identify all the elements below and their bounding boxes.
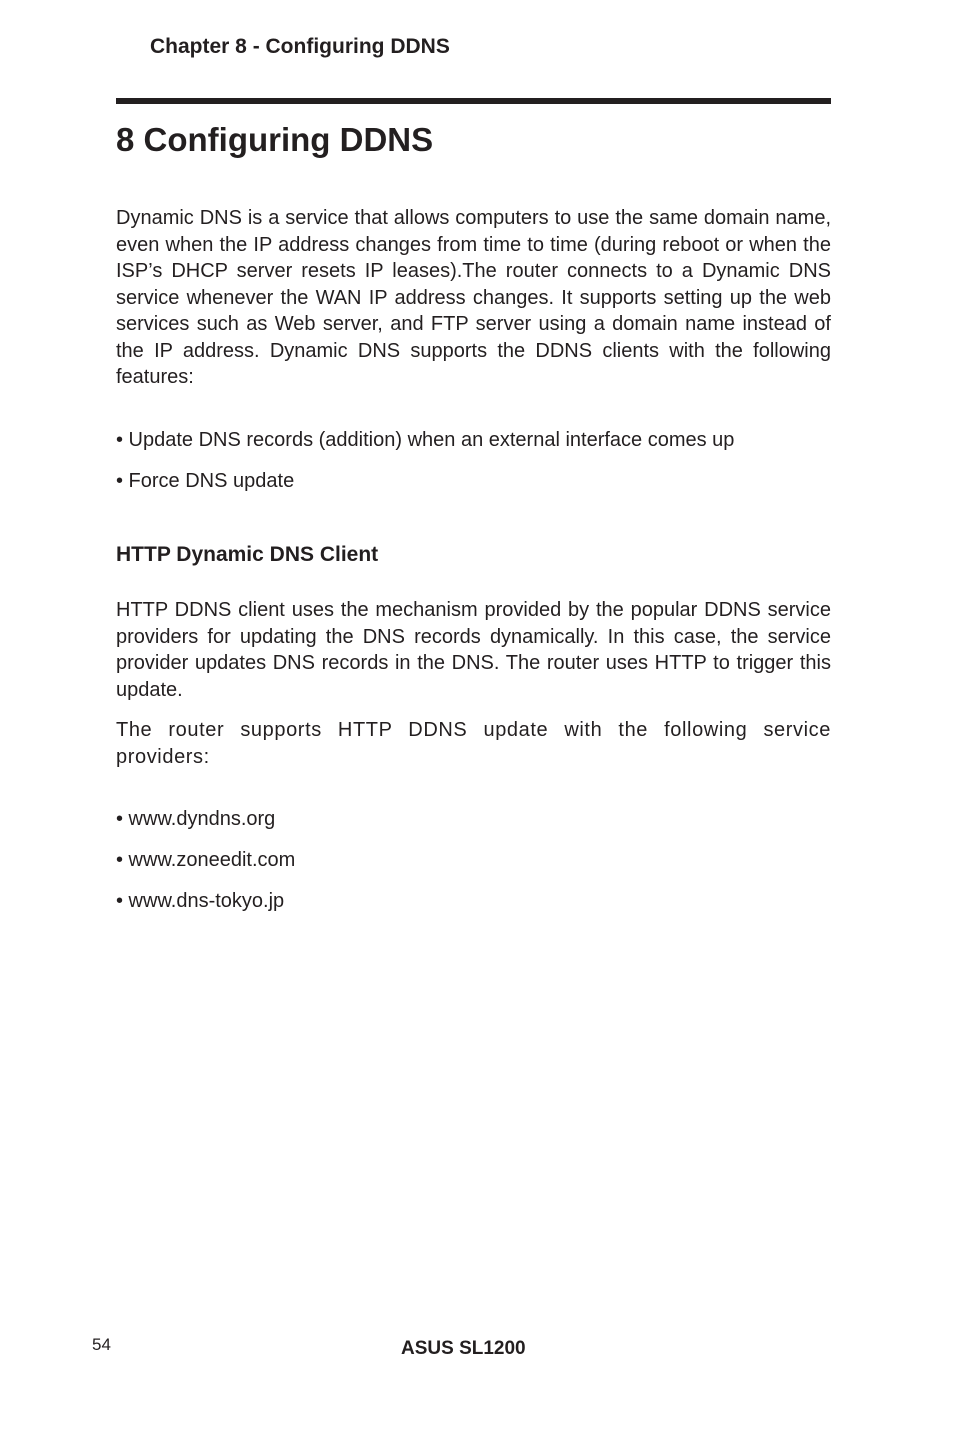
- running-header: Chapter 8 - Configuring DDNS: [150, 35, 450, 58]
- footer-product-name: ASUS SL1200: [401, 1338, 526, 1359]
- provider-list-item: • www.dyndns.org: [116, 808, 276, 830]
- header-rule: [116, 98, 831, 104]
- feature-list-item: • Update DNS records (addition) when an external interface comes up: [116, 429, 735, 451]
- provider-list-item: • www.zoneedit.com: [116, 849, 296, 871]
- http-paragraph-1: HTTP DDNS client uses the mechanism provided by the popular DDNS service providers for updating the DNS records dynamically. In this case, the service provider updates DNS records in the DNS. The router uses HTTP to trigger this update.: [116, 599, 831, 701]
- chapter-title: 8 Configuring DDNS: [116, 121, 434, 158]
- intro-paragraph: Dynamic DNS is a service that allows computers to use the same domain name, even when the IP address changes from time to time (during reboot or when the ISP’s DHCP server resets IP leases).The router connects to a Dynamic DNS service whenever the WAN IP address changes. It supports setting up the web services such as Web server, and FTP server using a domain name instead of the IP address. Dynamic DNS supports the DDNS clients with the following features:: [116, 207, 831, 388]
- feature-list-item: • Force DNS update: [116, 470, 295, 492]
- section-title: HTTP Dynamic DNS Client: [116, 543, 379, 566]
- http-paragraph-2: The router supports HTTP DDNS update with the following service providers:: [116, 719, 831, 768]
- page-number: 54: [92, 1335, 111, 1354]
- provider-list-item: • www.dns-tokyo.jp: [116, 890, 285, 912]
